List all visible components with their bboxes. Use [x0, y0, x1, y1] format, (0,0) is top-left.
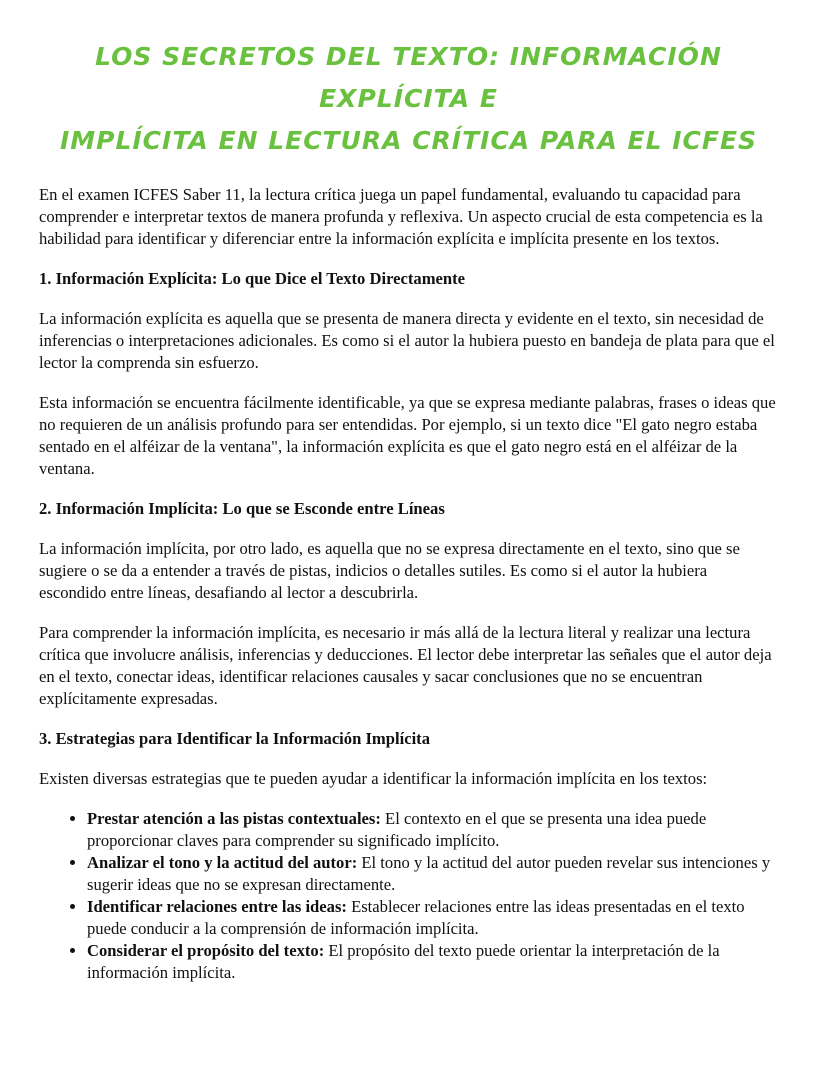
list-item-title: Identificar relaciones entre las ideas: [87, 897, 347, 916]
section-1-paragraph-1: La información explícita es aquella que se presenta de manera directa y evidente en el texto, sin necesidad de inferencias o interpretaciones adicionales. Es como si el autor la hubiera puesto en bandeja de plata para que el lector la comprenda sin esfuerzo. [39, 309, 775, 372]
strategy-list [39, 808, 778, 984]
list-item [87, 940, 778, 984]
title-line-2: IMPLÍCITA EN LECTURA CRÍTICA PARA EL ICFES [59, 126, 758, 155]
list-item [87, 852, 778, 896]
section-2-heading: 2. Información Implícita: Lo que se Esconde entre Líneas [39, 499, 445, 518]
list-item-text: Establecer relaciones entre las ideas presentadas en el texto puede conducir a la comprensión de información implícita. [87, 897, 745, 938]
page-title [39, 36, 778, 162]
list-item-text: El propósito del texto puede orientar la interpretación de la información implícita. [87, 941, 720, 982]
section-1-heading: 1. Información Explícita: Lo que Dice el Texto Directamente [39, 269, 465, 288]
list-item-text: El tono y la actitud del autor pueden revelar sus intenciones y sugerir ideas que no se expresan directamente. [87, 853, 771, 894]
intro-paragraph: En el examen ICFES Saber 11, la lectura crítica juega un papel fundamental, evaluando tu capacidad para comprender e interpretar textos de manera profunda y reflexiva. Un aspecto crucial de esta competencia es la habilidad para identificar y diferenciar entre la información explícita e implícita presente en los textos. [39, 185, 763, 248]
section-3-paragraph-1: Existen diversas estrategias que te pueden ayudar a identificar la información implícita en los textos: [39, 769, 708, 788]
list-item-title: Considerar el propósito del texto: [87, 941, 325, 960]
list-item [87, 808, 778, 852]
list-item-title: Analizar el tono y la actitud del autor: [87, 853, 358, 872]
section-2-paragraph-2: Para comprender la información implícita, es necesario ir más allá de la lectura literal y realizar una lectura crítica que involucre análisis, inferencias y deducciones. El lector debe interpretar las señales que el autor deja en el texto, conectar ideas, identificar relaciones causales y sacar conclusiones que no se encuentran explícitamente expresadas. [39, 623, 772, 708]
section-2-paragraph-1: La información implícita, por otro lado, es aquella que no se expresa directamente en el texto, sino que se sugiere o se da a entender a través de pistas, indicios o detalles sutiles. Es como si el autor la hubiera escondido entre líneas, desafiando al lector a descubrirla. [39, 539, 740, 602]
section-3-heading: 3. Estrategias para Identificar la Información Implícita [39, 729, 430, 748]
list-item-title: Prestar atención a las pistas contextuales: [87, 809, 381, 828]
list-item [87, 896, 778, 940]
title-line-1: LOS SECRETOS DEL TEXTO: INFORMACIÓN EXPLÍCITA E [95, 42, 722, 113]
list-item-text: El contexto en el que se presenta una idea puede proporcionar claves para comprender su significado implícito. [87, 809, 707, 850]
section-1-paragraph-2: Esta información se encuentra fácilmente identificable, ya que se expresa mediante palabras, frases o ideas que no requieren de un análisis profundo para ser entendidas. Por ejemplo, si un texto dice "El gato negro estaba sentado en el alféizar de la ventana", la información explícita es que el gato negro está en el alféizar de la ventana. [39, 393, 776, 478]
